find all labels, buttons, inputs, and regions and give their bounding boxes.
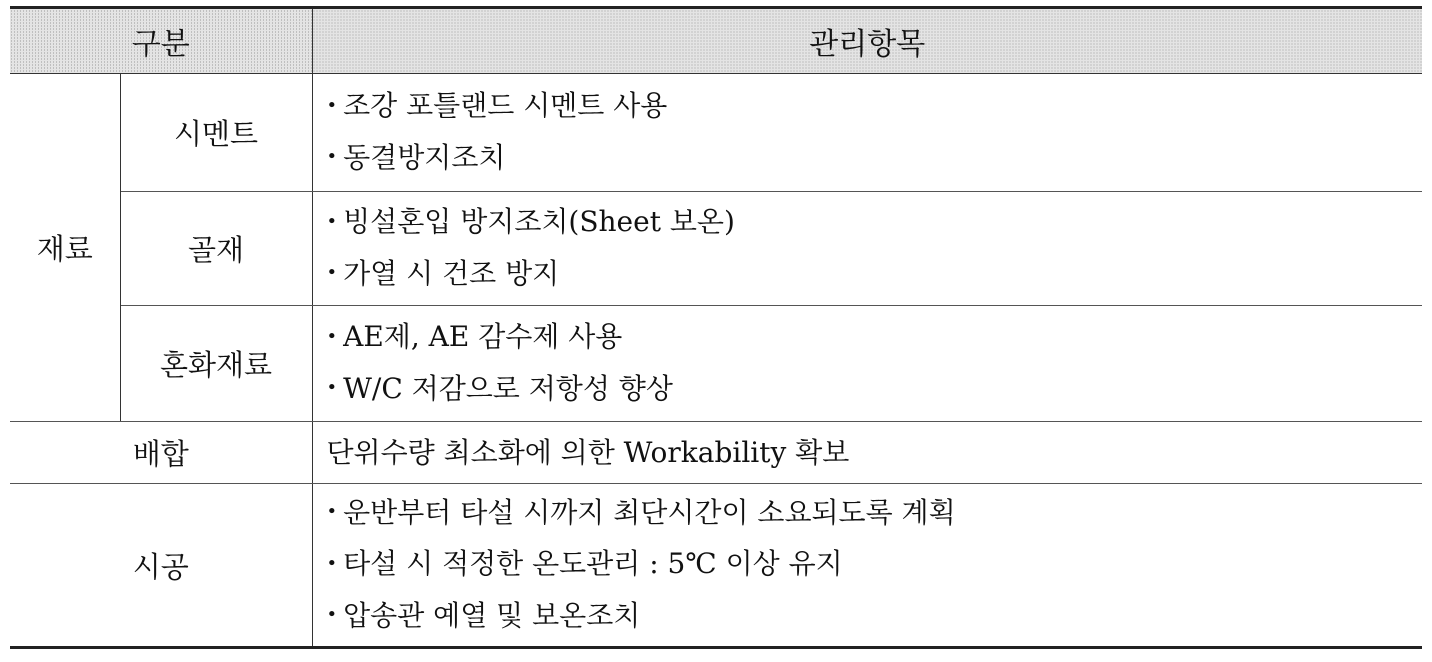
bullet-icon: • [326,94,338,116]
table-row-mix [10,422,1422,484]
header-management-items: 관리항목 [312,8,1422,74]
list-item: • 운반부터 타설 시까지 최단시간이 소요되도록 계획 [326,495,956,529]
list-item: • 압송관 예열 및 보온조치 [326,598,641,632]
table-row-aggregate [10,192,1422,306]
list-item: • 동결방지조치 [326,140,506,174]
list-item: • 조강 포틀랜드 시멘트 사용 [326,89,668,122]
subgroup-label-admixture: 혼화재료 [120,306,312,422]
cold-weather-concrete-table [10,6,1422,649]
header-category: 구분 [10,8,312,74]
list-item: • W/C 저감으로 저항성 향상 [326,371,673,405]
list-item: • AE제, AE 감수제 사용 [326,320,623,353]
bullet-icon: • [326,146,338,167]
bullet-icon: • [326,501,338,523]
bullet-icon: • [326,604,338,626]
list-item: • 가열 시 건조 방지 [326,256,560,290]
table-row-admixture [10,306,1422,422]
mix-text: 단위수량 최소화에 의한 Workability 확보 [312,422,1422,484]
cement-items [312,74,1422,192]
bullet-icon: • [326,262,338,283]
table-header-row [10,8,1422,74]
aggregate-items [312,192,1422,306]
subgroup-label-cement: 시멘트 [120,74,312,192]
management-table [10,6,1422,649]
bullet-icon: • [326,210,338,232]
list-item: • 타설 시 적정한 온도관리 : 5℃ 이상 유지 [326,547,843,581]
table-row-cement [10,74,1422,192]
subgroup-label-aggregate: 골재 [120,192,312,306]
group-label-material: 재료 [10,74,120,422]
table-row-construction [10,484,1422,648]
bullet-icon: • [326,377,338,398]
admixture-items [312,306,1422,422]
bullet-icon: • [326,325,338,347]
list-item: • 빙설혼입 방지조치(Sheet 보온) [326,205,735,238]
group-label-construction: 시공 [10,484,312,648]
group-label-mix: 배합 [10,422,312,484]
bullet-icon: • [326,552,338,574]
construction-items [312,484,1422,648]
